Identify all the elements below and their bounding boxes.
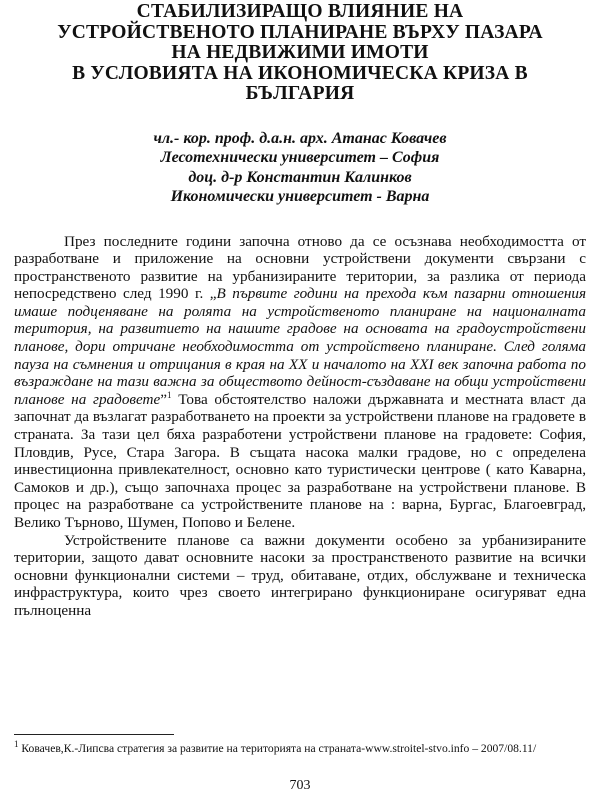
author-2-affiliation: Икономически университет - Варна <box>170 188 430 205</box>
footnote-number: 1 <box>14 739 19 750</box>
paper-title <box>14 2 586 105</box>
footnote-reference[interactable]: 1 <box>167 389 172 400</box>
author-block <box>14 129 586 207</box>
author-1-affiliation: Лесотехнически университет – София <box>160 149 440 166</box>
title-line: УСТРОЙСТВЕНОТО ПЛАНИРАНЕ ВЪРХУ ПАЗАРА <box>57 21 543 43</box>
author-2-name: доц. д-р Константин Калинков <box>188 168 412 186</box>
title-line: СТАБИЛИЗИРАЩО ВЛИЯНИЕ НА <box>136 1 464 22</box>
paragraph-1-start: През последните години започна отново да се осъзнава необходимостта от разработване и приложение на основни устройствени документи свързани с пространственото развитие на урбанизираните територии, за разлика от периода непосредствено след 1990 г. „ <box>14 232 586 303</box>
footnote-text: Ковачев,К.-Липсва стратегия за развитие на територията на страната-www.stroitel-stvo.info – 2007/08.11/ <box>21 742 537 755</box>
title-line: НА НЕДВИЖИМИ ИМОТИ <box>171 42 429 63</box>
author-1-name: чл.- кор. проф. д.а.н. арх. Атанас Ковачев <box>153 129 447 147</box>
footnote <box>14 739 586 756</box>
title-line: БЪЛГАРИЯ <box>245 83 355 104</box>
paragraph-2: Устройствените планове са важни документи особено за урбанизираните територии, защото дават основните насоки за пространственото развитие на всички основни функционални системи – труд, обитаване, отдих, обслужване и техническа инфраструктура, които чрез своето интегрирано функциониране осигуряват една пълноценна <box>14 531 586 619</box>
paragraph-1: През последните години започна отново да се осъзнава необходимостта от разработване и приложение на основни устройствени документи свързани с пространственото развитие на урбанизираните територии, за разлика от периода непосредствено след 1990 г. „В първите години на прехода към пазарни отношения имаше подценяване на ролята на устройственото планиране на националната територия, на развитието на нашите градове на основата на градоустройствени планове, дори отричане необходимостта от устройствено планиране. След голяма пауза на съмнения и отрицания в края на XX и началото на XXI век започна работа по възраждане на тази важна за обществото дейност-създаване на общи устройствени планове на градовете”$^1$ Това обстоятелство наложи държавната и местната власт да започнат да възлагат разработването на проекти за устройствени планове на градовете в страната. За тази цел бяха разработени устройствени планове на градовете: София, Пловдив, Русе, Стара Загора. В същата насока малки градове, но с определена инвестиционна привлекателност, основно като туристически центрове ( като Каварна, Самоков и др.), също започнаха процес за разработване на устройствени планове. В процес на разработване са устройствените планове на : варна, Бургас, Благоевград, Велико Търново, Шумен, Попово и Белене. <box>14 232 587 531</box>
page-number: 703 <box>289 778 311 793</box>
title-line: В УСЛОВИЯТА НА ИКОНОМИЧЕСКА КРИЗА В <box>72 62 528 84</box>
footnote-divider <box>14 734 174 735</box>
quoted-passage: В първите години на прехода към пазарни отношения имаше подценяване на ролята на устройственото планиране на националната територия, на развитието на нашите градове на основата на градоустройствени планове, дори отричане необходимостта от устройствено планиране. След голяма пауза на съмнения и отрицания в края на XX и началото на XXI век започна работа по възраждане на тази важна за обществото дейност-създаване на общи устройствени планове на градовете <box>14 285 587 408</box>
paragraph-1-end: Това обстоятелство наложи държавната и местната власт да започнат да възлагат разработването на проекти за устройствени планове на градовете в страната. За тази цел бяха разработени устройствени планове на градовете: София, Пловдив, Русе, Стара Загора. В същата насока малки градове, но с определена инвестиционна привлекателност, основно като туристически центрове ( като Каварна, Самоков и др.), също започнаха процес за разработване на устройствени планове. В процес на разработване са устройствените планове на : варна, Бургас, Благоевград, Велико Търново, Шумен, Попово и Белене. <box>14 390 587 531</box>
body-text <box>14 233 586 620</box>
